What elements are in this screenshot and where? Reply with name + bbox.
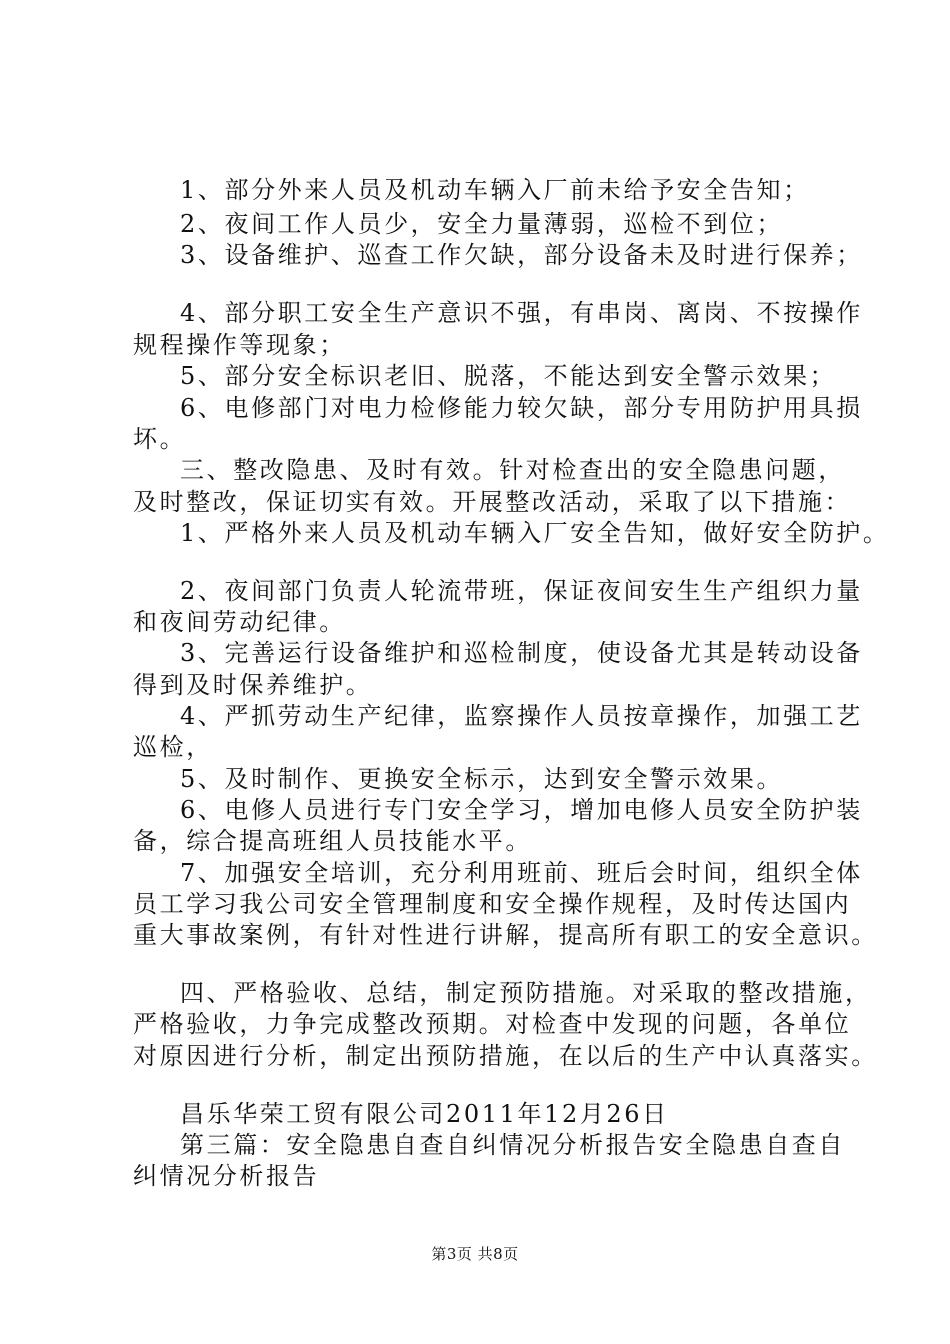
list-item-3: 3、设备维护、巡查工作欠缺，部分设备未及时进行保养； [180,241,863,269]
measure-item-2-continued: 和夜间劳动纪律。 [133,608,346,636]
measure-item-7-continued-1: 员工学习我公司安全管理制度和安全操作规程，及时传达国内 [133,890,852,918]
measure-item-5: 5、及时制作、更换安全标示，达到安全警示效果。 [180,765,784,793]
list-item-6: 6、电修部门对电力检修能力较欠缺，部分专用防护用具损 [180,394,863,422]
measure-item-4: 4、严抓劳动生产纪律，监察操作人员按章操作，加强工艺 [180,702,863,730]
section-four-continued-1: 严格验收，力争完成整改预期。对检查中发现的问题，各单位 [133,1010,852,1038]
measure-item-1: 1、严格外来人员及机动车辆入厂安全告知，做好安全防护。 [180,519,890,547]
measure-item-2: 2、夜间部门负责人轮流带班，保证夜间安生生产组织力量 [180,577,863,605]
list-item-1: 1、部分外来人员及机动车辆入厂前未给予安全告知； [180,176,810,204]
measure-item-6: 6、电修人员进行专门安全学习，增加电修人员安全防护装 [180,796,863,824]
measure-item-4-continued: 巡检， [133,733,213,761]
page-footer: 第3页 共8页 [431,1245,519,1263]
list-item-5: 5、部分安全标识老旧、脱落，不能达到安全警示效果； [180,362,837,390]
measure-item-7-continued-2: 重大事故案例，有针对性进行讲解，提高所有职工的安全意识。 [133,921,878,949]
measure-item-6-continued: 备，综合提高班组人员技能水平。 [133,827,532,855]
next-section-title: 第三篇：安全隐患自查自纠情况分析报告安全隐患自查自 [180,1131,845,1159]
measure-item-7: 7、加强安全培训，充分利用班前、班后会时间，组织全体 [180,859,863,887]
section-three-continued: 及时整改，保证切实有效。开展整改活动，采取了以下措施： [133,488,852,516]
list-item-6-continued: 坏。 [133,425,187,453]
section-four-heading: 四、严格验收、总结，制定预防措施。对采取的整改措施， [180,979,872,1007]
section-three-heading: 三、整改隐患、及时有效。针对检查出的安全隐患问题， [180,456,845,484]
next-section-title-continued: 纠情况分析报告 [133,1162,320,1190]
company-date-signature: 昌乐华荣工贸有限公司2011年12月26日 [180,1100,669,1128]
section-four-continued-2: 对原因进行分析，制定出预防措施，在以后的生产中认真落实。 [133,1042,878,1070]
measure-item-3: 3、完善运行设备维护和巡检制度，使设备尤其是转动设备 [180,639,863,667]
list-item-4-continued: 规程操作等现象； [133,331,346,359]
list-item-2: 2、夜间工作人员少，安全力量薄弱，巡检不到位； [180,210,784,238]
measure-item-3-continued: 得到及时保养维护。 [133,671,373,699]
list-item-4: 4、部分职工安全生产意识不强，有串岗、离岗、不按操作 [180,299,863,327]
